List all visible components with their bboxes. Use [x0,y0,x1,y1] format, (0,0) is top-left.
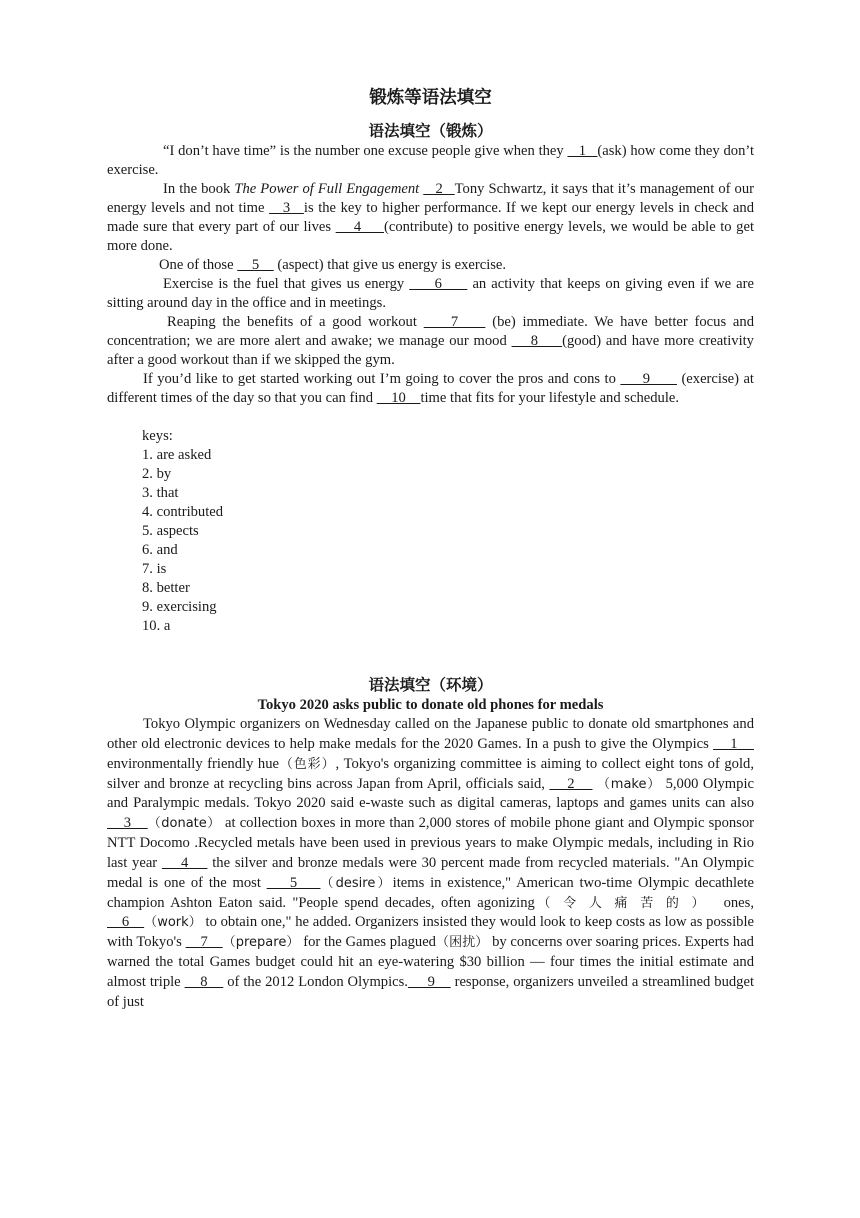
blank-7[interactable]: 7 [423,314,486,330]
paragraph-1: “I don’t have time” is the number one excuse people give when they 1 (ask) how come they don’t exercise. [107,143,755,178]
paragraph-2: In the book The Power of Full Engagement 2 Tony Schwartz, it says that it’s management of our energy levels and not time 3 is the key to higher performance. If we kept our energy levels in check and made sure that every part of our lives 4 (contribute) to positive energy levels, we would be able to get more done. [107,181,754,254]
keys-label: keys: [142,428,173,444]
blank-9[interactable]: 9 [620,371,677,387]
env-blank-2[interactable]: 2 [549,775,593,792]
key-item: 10. a [142,618,171,634]
env-blank-5[interactable]: 5 [266,874,321,891]
section-gap [107,636,754,676]
env-blank-1[interactable]: 1 [713,735,754,752]
key-item: 5. aspects [142,523,199,539]
book-title: The Power of Full Engagement [234,181,420,197]
key-item: 6. and [142,542,178,558]
blank-3[interactable]: 3 [269,200,304,216]
paragraph-5: Reaping the benefits of a good workout 7 (be) immediate. We have better focus and concentration; we are more alert and awake; we manage our mood 8 (good) and have more creativity after a good workout than if we skipped the gym. [107,314,755,368]
blank-8[interactable]: 8 [511,333,563,349]
key-item: 8. better [142,580,190,596]
env-blank-4[interactable]: 4 [161,854,208,871]
key-item: 3. that [142,485,179,501]
section-heading-environment: 语法填空（环境） [368,677,493,694]
article-title: Tokyo 2020 asks public to donate old phones for medals [257,697,604,713]
env-blank-8[interactable]: 8 [184,973,224,990]
blank-6[interactable]: 6 [409,276,468,292]
key-item: 2. by [142,466,172,482]
document-page [107,84,754,1013]
key-item: 1. are asked [142,447,212,463]
key-item: 4. contributed [142,504,224,520]
paragraph-4: Exercise is the fuel that gives us energy 6 an activity that keeps on giving even if we are sitting around day in the office and in meetings. [107,276,755,311]
blank-1[interactable]: 1 [567,143,598,159]
document-title: 锻炼等语法填空 [369,87,492,107]
blank-2[interactable]: 2 [423,181,455,197]
env-blank-6[interactable]: 6 [107,914,145,931]
answer-keys [142,427,754,636]
env-blank-9[interactable]: 9 [407,973,451,990]
section-heading-exercise: 语法填空（锻炼） [368,123,493,140]
env-blank-3[interactable]: 3 [107,815,148,832]
paragraph-3: One of those 5 (aspect) that give us energy is exercise. [159,257,507,273]
env-blank-7[interactable]: 7 [185,934,223,951]
article-body: Tokyo Olympic organizers on Wednesday called on the Japanese public to donate old smartphones and other old electronic devices to help make medals for the 2020 Games. In a push to give the Olympics 1 environmentally friendly hue（色彩）, Tokyo's organizing committee is aiming to collect eight tons of gold, silver and bronze at recycling bins across Japan from April, officials said, 2 （make） 5,000 Olympic and Paralympic medals. Tokyo 2020 said e-waste such as digital cameras, laptops and games units can also 3 （donate） at collection boxes in more than 2,000 stores of mobile phone giant and Olympic sponsor NTT Docomo .Recycled metals have been used in previous years to make Olympic medals, including in Rio last year 4 the silver and bronze medals were 30 percent made from recycled materials. "An Olympic medal is one of the most 5 （desire）items in existence," American two-time Olympic decathlete champion Ashton Eaton said. "People spend decades, often agonizing（令人痛苦的） ones, 6 （work） to obtain one," he added. Organizers insisted they would look to keep costs as low as possible with Tokyo's 7 （prepare） for the Games plagued（困扰） by concerns over soaring prices. Experts had warned the total Games budget could hit an eye-watering $30 billion — four times the initial estimate and almost triple 8 of the 2012 London Olympics. 9 response, organizers unveiled a streamlined budget of just [107,716,755,1010]
key-item: 9. exercising [142,599,217,615]
blank-4[interactable]: 4 [335,219,384,235]
paragraph-6: If you’d like to get started working out I’m going to cover the pros and cons to 9 (exercise) at different times of the day so that you can find 10 time that fits for your lifestyle and schedule. [107,371,754,406]
blank-5[interactable]: 5 [237,257,274,273]
key-item: 7. is [142,561,167,577]
blank-10[interactable]: 10 [376,390,421,406]
